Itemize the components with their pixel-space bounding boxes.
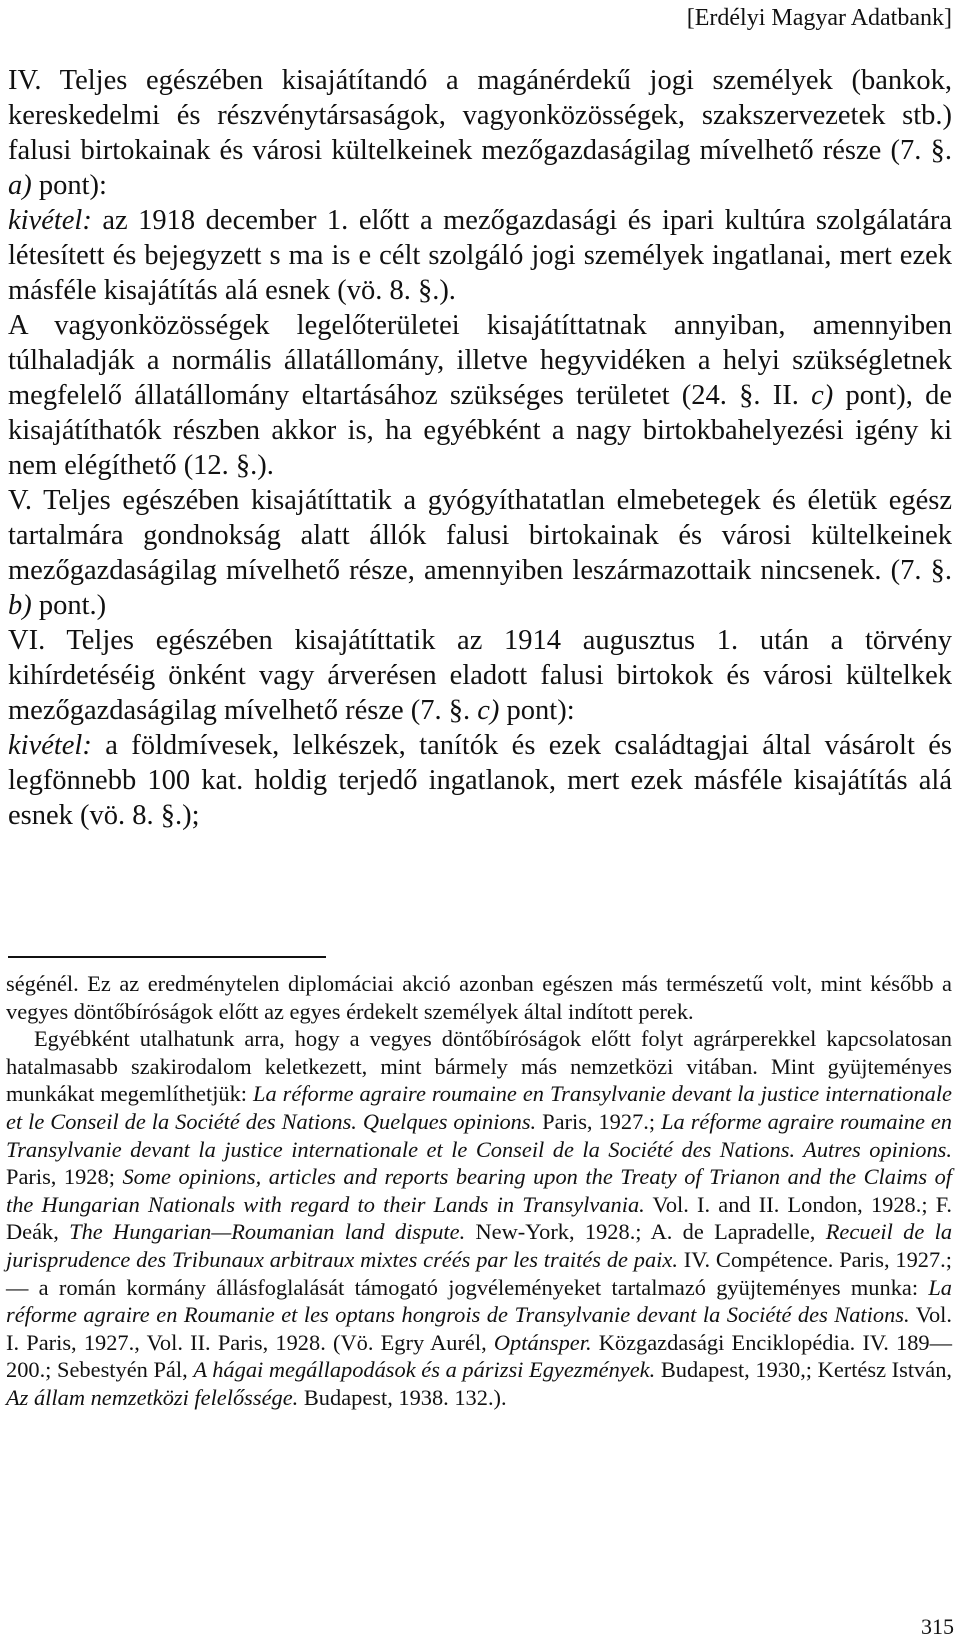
italic-text-segment: Optánsper. bbox=[493, 1329, 592, 1355]
paragraph-iv bbox=[8, 63, 952, 203]
paragraph-vi bbox=[8, 623, 952, 728]
paragraph-iv-exception bbox=[8, 203, 952, 308]
italic-text-segment: Az állam nemzetközi felelőssége. bbox=[6, 1384, 299, 1410]
italic-text-segment: La réforme agraire roumaine en Transylvanie devant la justice internationale et le Conseil de la Société des Nations. Quelques opinions. bbox=[6, 1081, 952, 1134]
text-segment: pont.) bbox=[31, 590, 107, 621]
footnote-continuation bbox=[6, 970, 952, 1025]
text-segment: Budapest, 1938. 132.). bbox=[298, 1384, 507, 1410]
italic-text-segment: c) bbox=[811, 380, 834, 411]
italic-text-segment: b) bbox=[8, 590, 32, 621]
footnotes bbox=[6, 970, 952, 1412]
text-segment: pont), de kisajátíthatók részben akkor is, ha egyébként a nagy birtokbahelyezési igény ki nem elégíthető (12. §.). bbox=[8, 380, 952, 481]
italic-text-segment: La réforme agraire en Roumanie et les optans hongrois de Transylvanie devant la Société des Nations. bbox=[6, 1274, 952, 1328]
italic-text-segment: Recueil de la jurisprudence des Tribunaux arbitraux mixtes créés par les traités de paix. bbox=[6, 1219, 953, 1272]
text-segment: V. Teljes egészében kisajátíttatik a gyógyíthatatlan elmebetegek és életük egész tartalmára gondnokság alatt állók falusi birtokainak és városi kültelkeinek mezőgazdaságilag mívelhető része, amennyiben leszármazottaik nincsenek. (7. §. bbox=[8, 485, 952, 586]
text-segment: pont): bbox=[31, 170, 107, 201]
italic-text-segment: a) bbox=[8, 170, 32, 201]
italic-text-segment: c) bbox=[477, 695, 500, 726]
text-segment: az 1918 december 1. előtt a mezőgazdasági és ipari kultúra szolgálatára létesített és bejegyzett s ma is e célt szolgáló jogi személyek ingatlanai, mert ezek másféle kisajátítás alá esnek (vö. 8. §.). bbox=[8, 205, 952, 306]
paragraph-pastures bbox=[8, 308, 952, 483]
text-segment: Budapest, 1930,; Kertész István, bbox=[655, 1357, 952, 1383]
italic-text-segment: kivétel: bbox=[8, 730, 92, 761]
text-segment: ségénél. Ez az eredménytelen diplomáciai akció azonban egészen más természetű volt, mint később a vegyes döntőbíróságok előtt az egyes érdekelt személyek által indított perek. bbox=[6, 971, 952, 1024]
text-segment: A vagyonközösségek legelőterületei kisajátíttatnak annyiban, amennyiben túlhaladják a normális állatállomány, illetve hegyvidéken a helyi szükségletnek megfelelő állatállomány eltartásához szükséges területet (24. §. II. bbox=[8, 310, 952, 411]
footnote-divider bbox=[8, 956, 326, 958]
main-text bbox=[8, 63, 952, 833]
text-segment: Paris, 1928; bbox=[6, 1164, 123, 1190]
italic-text-segment: The Hungarian—Roumanian land dispute. bbox=[69, 1219, 466, 1245]
italic-text-segment: A hágai megállapodások és a párizsi Egyezmények. bbox=[193, 1357, 656, 1383]
text-segment: Paris, 1927.; bbox=[536, 1108, 662, 1134]
italic-text-segment: kivétel: bbox=[8, 205, 92, 236]
page-number: 315 bbox=[921, 1614, 954, 1639]
text-segment: Egyébként utalhatunk arra, hogy a vegyes döntőbíróságok előtt folyt agrárperekkel kapcsolatosan hatalmasabb szakirodalom keletkezett, mint bármely más nemzetközi vitában. Mint gyüjteményes munkákat megemlíthetjük: bbox=[6, 1026, 952, 1107]
text-segment: Vol. I. and II. London, 1928.; F. Deák, bbox=[6, 1191, 953, 1245]
italic-text-segment: La réforme agraire roumaine en Transylvanie devant la justice internationale et le Conseil de la Société des Nations. Autres opinions. bbox=[6, 1108, 952, 1162]
italic-text-segment: Some opinions, articles and reports bearing upon the Treaty of Trianon and the Claims of the Hungarian Nationals with regard to their Lands in Transylvania. bbox=[6, 1164, 952, 1217]
text-segment: a földmívesek, lelkészek, tanítók és ezek családtagjai által vásárolt és legfönnebb 100 kat. holdig terjedő ingatlanok, mert ezek másféle kisajátítás alá esnek (vö. 8. §.); bbox=[8, 730, 952, 831]
text-segment: pont): bbox=[499, 695, 575, 726]
text-segment: New-York, 1928.; A. de Lapradelle, bbox=[465, 1219, 826, 1245]
text-segment: IV. Teljes egészében kisajátítandó a magánérdekű jogi személyek (bankok, kereskedelmi és részvénytársaságok, vagyonközösségek, szakszervezetek stb.) falusi birtokainak és városi kültelkeinek mezőgazdaságilag mívelhető része (7. §. bbox=[8, 65, 952, 166]
text-segment: IV. Compétence. Paris, 1927.; — a román kormány állásfoglalását támogató jogvéleményeket tartalmazó gyüjteményes munka: bbox=[6, 1246, 952, 1300]
paragraph-v bbox=[8, 483, 952, 623]
source-header: [Erdélyi Magyar Adatbank] bbox=[686, 5, 952, 31]
text-segment: Közgazdasági Enciklopédia. IV. 189—200.; Sebestyén Pál, bbox=[6, 1329, 952, 1383]
footnote-literature bbox=[6, 1025, 952, 1411]
text-segment: VI. Teljes egészében kisajátíttatik az 1914 augusztus 1. után a törvény kihírdetéséig önként vagy árverésen eladott falusi birtokok és városi kültelkek mezőgazdaságilag mívelhető része (7. §. bbox=[8, 625, 952, 726]
paragraph-vi-exception bbox=[8, 728, 952, 833]
text-segment: Vol. I. Paris, 1927., Vol. II. Paris, 1928. (Vö. Egry Aurél, bbox=[6, 1302, 952, 1355]
